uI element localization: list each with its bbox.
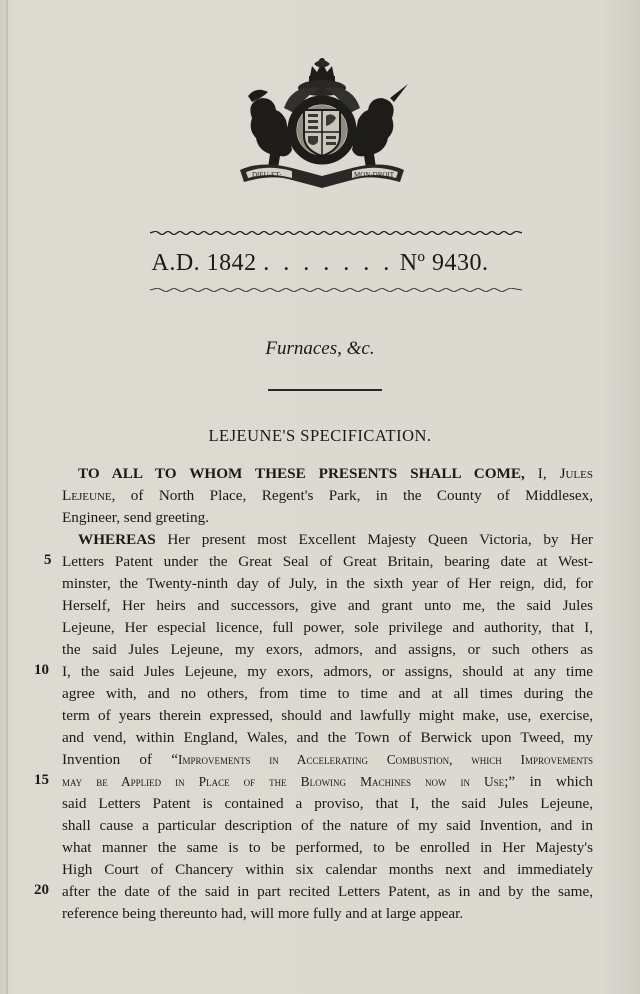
line-number: 5 <box>44 552 52 568</box>
text-line: Engineer, send greeting. <box>62 509 209 526</box>
line-number: 20 <box>34 882 49 898</box>
text-line: Lejeune, of North Place, Regent's Park, in the County of Middlesex, <box>62 487 593 504</box>
specification-title: LEJEUNE'S SPECIFICATION. <box>208 426 432 445</box>
text-line: agree with, and no others, from time to time and at all times during the <box>62 685 593 702</box>
text-line: TO ALL TO WHOM THESE PRESENTS SHALL COME, I, Jules <box>78 465 593 482</box>
patent-number: Nº 9430. <box>399 250 489 276</box>
motto-right: MON·DROIT <box>354 171 395 179</box>
text-line: and vend, within England, Wales, and the Town of Berwick upon Tweed, my <box>62 729 593 746</box>
text-line: Lejeune, Her especial licence, full power, sole privilege and authority, that I, <box>62 619 593 636</box>
motto-left: DIEU·ET· <box>252 171 282 179</box>
line-number: 10 <box>34 662 49 678</box>
text-line: reference being thereunto had, will more fully and at large appear. <box>62 905 464 922</box>
text-line: term of years therein expressed, should and lawfully might make, use, exercise, <box>62 707 593 724</box>
section-divider <box>268 389 382 391</box>
line-number: 15 <box>34 772 49 788</box>
header-leader-dots: . . . . . . . <box>263 250 394 276</box>
text-line: the said Jules Lejeune, my exors, admors, and assigns, or such others as <box>62 641 593 658</box>
text-line: minster, the Twenty-ninth day of July, in the sixth year of Her reign, did, for <box>62 575 593 592</box>
text-line: Letters Patent under the Great Seal of Great Britain, bearing date at West- <box>62 553 593 570</box>
text-line: shall cause a particular description of the nature of my said Invention, and in <box>62 817 593 834</box>
text-line: said Letters Patent is contained a proviso, that I, the said Jules Lejeune, <box>62 795 593 812</box>
text-line: after the date of the said in part recited Letters Patent, as in and by the same, <box>62 883 593 900</box>
text-line: I, the said Jules Lejeune, my exors, admors, or assigns, should at any time <box>62 663 593 680</box>
text-line: WHEREAS Her present most Excellent Majesty Queen Victoria, by Her <box>78 531 593 548</box>
patent-subject: Furnaces, &c. <box>265 338 375 359</box>
royal-coat-of-arms <box>222 58 422 192</box>
text-line: High Court of Chancery within six calendar months next and immediately <box>62 861 593 878</box>
decorative-rule-top <box>150 231 522 235</box>
patent-year: A.D. 1842 <box>151 250 257 276</box>
page-edge <box>6 0 8 994</box>
decorative-rule-bottom <box>150 288 522 292</box>
text-line: Invention of “Improvements in Accelerating Combustion, which Improvements <box>62 751 593 768</box>
text-line: what manner the same is to be performed, to be enrolled in Her Majesty's <box>62 839 593 856</box>
text-line: may be Applied in Place of the Blowing Machines now in Use;” in which <box>62 773 594 790</box>
patent-header <box>0 250 640 277</box>
text-line: Herself, Her heirs and successors, give and grant unto me, the said Jules <box>62 597 593 614</box>
